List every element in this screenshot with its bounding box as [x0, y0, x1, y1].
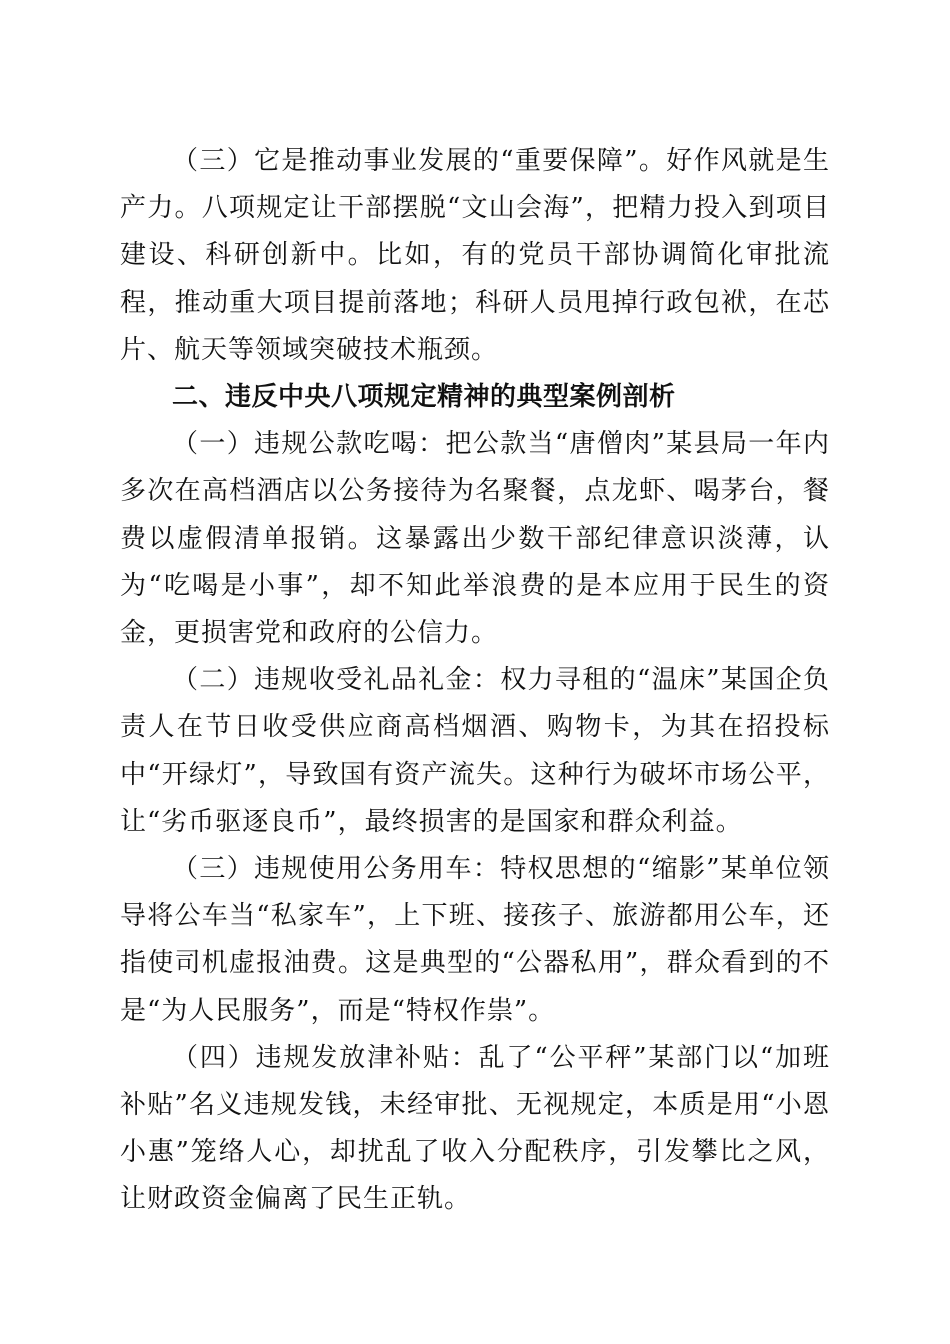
document-body: [120, 138, 830, 1224]
paragraph-case-allowances: （四）违规发放津补贴：乱了“公平秤”某部门以“加班补贴”名义违规发钱，未经审批、无视规定，本质是用“小恩小惠”笼络人心，却扰乱了收入分配秩序，引发攀比之风，让财政资金偏离了民生正轨。: [120, 1042, 830, 1215]
section-heading-typical-cases: 二、违反中央八项规定精神的典型案例剖析: [172, 382, 676, 413]
paragraph-role-of-eight-rules: （三）它是推动事业发展的“重要保障”。好作风就是生产力。八项规定让干部摆脱“文山会海”，把精力投入到项目建设、科研创新中。比如，有的党员干部协调简化审批流程，推动重大项目提前落地；科研人员甩掉行政包袱，在芯片、航天等领域突破技术瓶颈。: [120, 146, 830, 365]
paragraph-case-public-funds-dining: （一）违规公款吃喝：把公款当“唐僧肉”某县局一年内多次在高档酒店以公务接待为名聚餐，点龙虾、喝茅台，餐费以虚假清单报销。这暴露出少数干部纪律意识淡薄，认为“吃喝是小事”，却不知此举浪费的是本应用于民生的资金，更损害党和政府的公信力。: [120, 429, 830, 649]
paragraph-case-official-vehicles: （三）违规使用公务用车：特权思想的“缩影”某单位领导将公车当“私家车”，上下班、接孩子、旅游都用公车，还指使司机虚报油费。这是典型的“公器私用”，群众看到的不是“为人民服务”，而是“特权作祟”。: [120, 854, 830, 1026]
paragraph-case-accepting-gifts: （二）违规收受礼品礼金：权力寻租的“温床”某国企负责人在节日收受供应商高档烟酒、购物卡，为其在招投标中“开绿灯”，导致国有资产流失。这种行为破坏市场公平，让“劣币驱逐良币”，最终损害的是国家和群众利益。: [120, 665, 830, 837]
